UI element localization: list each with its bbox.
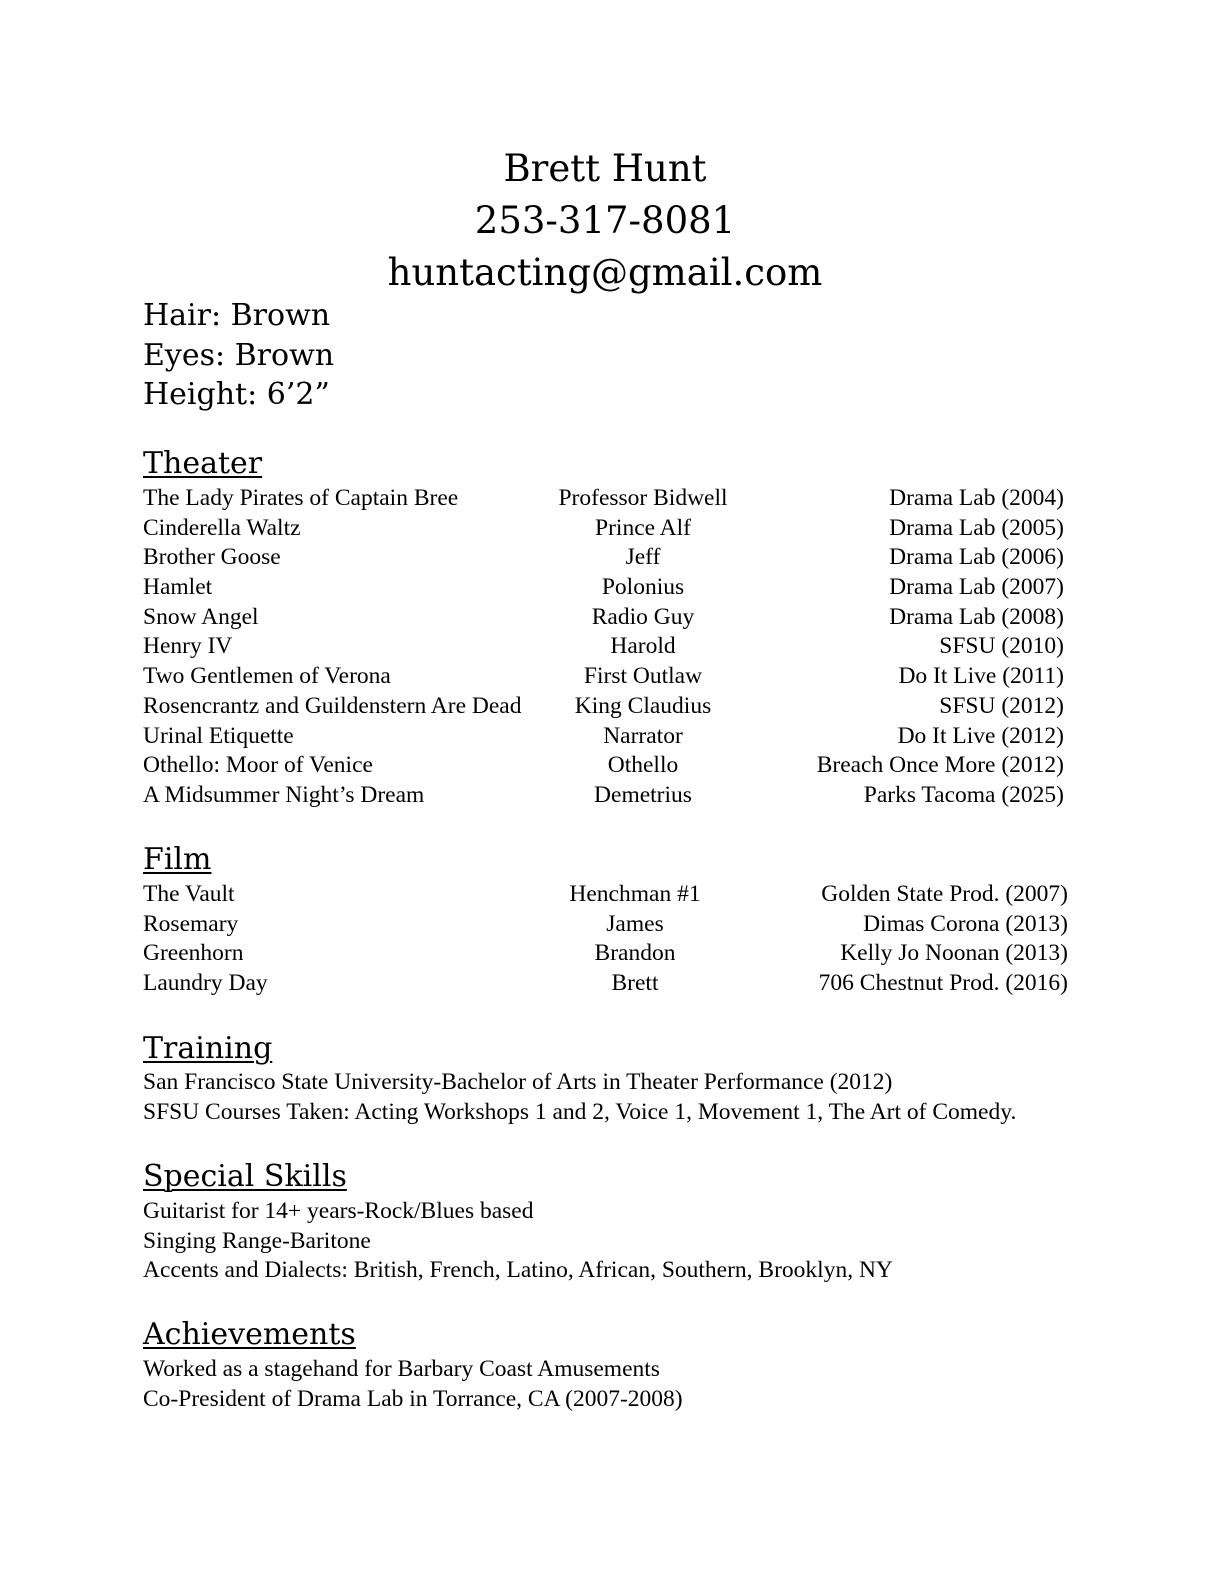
theater-credit-row — [143, 692, 1064, 722]
training-list — [143, 1068, 1016, 1127]
credit-role: King Claudius — [574, 692, 712, 719]
theater-credit-row — [143, 543, 1064, 573]
credit-role: James — [606, 910, 664, 937]
theater-credit-row — [143, 603, 1064, 633]
credit-title: Brother Goose — [143, 544, 281, 571]
film-credit-row — [143, 880, 1068, 910]
credit-role: Prince Alf — [595, 514, 691, 541]
credit-role: Demetrius — [594, 781, 692, 808]
credit-role: Henchman #1 — [569, 881, 701, 907]
credit-title: Rosemary — [143, 910, 239, 937]
credit-venue: Do It Live (2012) — [897, 722, 1064, 749]
credit-role: Polonius — [601, 574, 685, 601]
credit-role: Professor Bidwell — [558, 485, 728, 511]
theater-credit-row — [143, 514, 1064, 544]
credit-title: Henry IV — [143, 633, 233, 660]
theater-credit-row — [143, 751, 1064, 781]
credit-role: Narrator — [603, 722, 683, 749]
theater-credit-row — [143, 632, 1064, 662]
theater-credit-row — [143, 781, 1064, 811]
achievement-line: Co-President of Drama Lab in Torrance, CA (2007-2008) — [143, 1385, 683, 1412]
credit-venue: Parks Tacoma (2025) — [863, 781, 1064, 808]
credit-role: Jeff — [625, 544, 661, 571]
credit-venue: SFSU (2010) — [939, 633, 1064, 660]
credit-title: Othello: Moor of Venice — [143, 752, 373, 779]
training-line: San Francisco State University-Bachelor of Arts in Theater Performance (2012) — [143, 1069, 893, 1095]
actor-name: Brett Hunt — [503, 147, 707, 190]
film-credits — [143, 880, 1068, 999]
theater-credit-row — [143, 722, 1064, 752]
film-credit-row — [143, 910, 1068, 940]
credit-role: Harold — [610, 633, 676, 660]
credit-title: Rosencrantz and Guildenstern Are Dead — [143, 692, 522, 719]
credit-title: Cinderella Waltz — [143, 514, 301, 541]
credit-venue: Breach Once More (2012) — [816, 752, 1064, 779]
credit-venue: SFSU (2012) — [939, 692, 1064, 719]
phone-number: 253-317-8081 — [474, 199, 736, 242]
hair-color: Hair: Brown — [143, 298, 331, 333]
theater-heading: Theater — [143, 446, 263, 481]
credit-role: First Outlaw — [583, 663, 703, 690]
credit-title: Hamlet — [143, 574, 213, 601]
achievements-list — [143, 1355, 683, 1414]
credit-title: The Vault — [143, 881, 235, 907]
film-heading: Film — [143, 842, 212, 877]
credit-role: Othello — [607, 752, 679, 779]
theater-credits — [143, 484, 1064, 811]
credit-title: Snow Angel — [143, 603, 259, 630]
film-credit-row — [143, 939, 1068, 969]
special-skills-heading: Special Skills — [143, 1159, 347, 1194]
credit-role: Brett — [611, 970, 659, 997]
special-skills-list — [143, 1197, 893, 1286]
credit-venue: Drama Lab (2007) — [889, 574, 1064, 601]
credit-title: Greenhorn — [143, 940, 244, 967]
credit-title: Two Gentlemen of Verona — [143, 663, 391, 690]
credit-venue: Dimas Corona (2013) — [863, 910, 1068, 937]
credit-role: Brandon — [594, 940, 676, 967]
credit-venue: Do It Live (2011) — [898, 663, 1064, 690]
credit-title: A Midsummer Night’s Dream — [143, 781, 425, 808]
eye-color: Eyes: Brown — [143, 337, 335, 373]
credit-venue: Golden State Prod. (2007) — [821, 881, 1068, 907]
credit-title: Urinal Etiquette — [143, 722, 294, 749]
credit-venue: 706 Chestnut Prod. (2016) — [818, 970, 1068, 997]
physical-attributes — [143, 296, 334, 415]
credit-venue: Drama Lab (2006) — [889, 544, 1064, 571]
theater-credit-row — [143, 484, 1064, 514]
credit-venue: Drama Lab (2004) — [889, 485, 1064, 511]
training-line: SFSU Courses Taken: Acting Workshops 1 and 2, Voice 1, Movement 1, The Art of Comedy. — [143, 1098, 1017, 1125]
achievement-line: Worked as a stagehand for Barbary Coast Amusements — [143, 1356, 660, 1382]
credit-title: The Lady Pirates of Captain Bree — [143, 485, 459, 511]
email-address: huntacting@gmail.com — [387, 251, 823, 294]
credit-venue: Kelly Jo Noonan (2013) — [840, 940, 1068, 967]
skill-line: Singing Range-Baritone — [143, 1227, 371, 1254]
credit-venue: Drama Lab (2008) — [889, 603, 1064, 630]
theater-credit-row — [143, 573, 1064, 603]
credit-role: Radio Guy — [591, 603, 695, 630]
height: Height: 6’2” — [143, 377, 330, 412]
credit-venue: Drama Lab (2005) — [889, 514, 1064, 541]
achievements-heading: Achievements — [143, 1317, 356, 1352]
training-heading: Training — [143, 1031, 273, 1066]
skill-line: Guitarist for 14+ years-Rock/Blues based — [143, 1198, 534, 1224]
credit-title: Laundry Day — [143, 970, 268, 997]
contact-header — [0, 143, 1210, 299]
skill-line: Accents and Dialects: British, French, Latino, African, Southern, Brooklyn, NY — [143, 1257, 893, 1284]
film-credit-row — [143, 969, 1068, 999]
theater-credit-row — [143, 662, 1064, 692]
